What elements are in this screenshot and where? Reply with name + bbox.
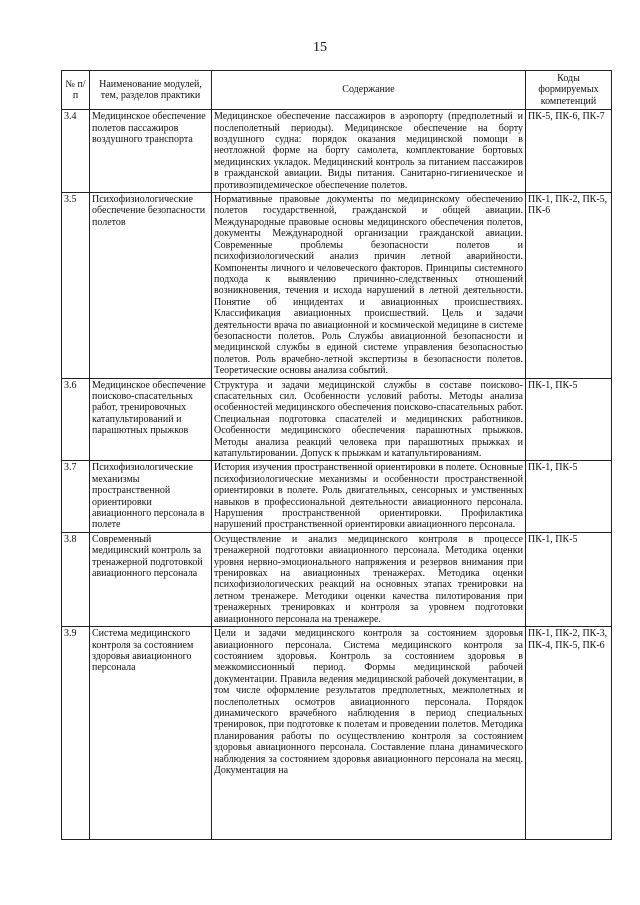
module-title: Медицинское обеспечение поисково-спасательных работ, тренировочных катапультирований и парашютных прыжков bbox=[90, 378, 212, 461]
row-number: 3.5 bbox=[62, 193, 90, 379]
row-number: 3.7 bbox=[62, 461, 90, 532]
page-number: 15 bbox=[313, 40, 327, 55]
module-content: Нормативные правовые документы по медицинскому обеспечению полетов государственной, гражданской и общей авиации. Международные правовые основы медицинского обеспечения полетов, документы Международной организации гражданской авиации. Современные проблемы безопасности полетов и психофизиологический анализ причин летной аварийности. Компоненты личного и человеческого факторов. Принципы системного подхода к выявлению причинно-следственных отношений возникновения, течения и исхода нарушений в летной деятельности. Понятие об инцидентах и авиационных происшествиях. Классификация авиационных происшествий. Цель и задачи деятельности врача по авиационной и космической медицине в системе безопасности полетов. Роль Службы авиационной безопасности и медицинской службы в единой системе управления безопасностью полетов. Роль врачебно-летной экспертизы в безопасности полетов. Теоретические основы анализа событий. bbox=[212, 193, 526, 379]
header-module: Наименование модулей, тем, разделов практики bbox=[90, 71, 212, 110]
header-content: Содержание bbox=[212, 71, 526, 110]
module-content: Структура и задачи медицинской службы в составе поисково-спасательных сил. Особенности условий работы. Методы анализа особенностей медицинского обеспечения поисково-спасательных работ. Специальная подготовка спасателей и медицинских работников. Особенности медицинского обеспечения парашютных прыжков. Методы анализа реакций человека при парашютных прыжках и катапультировании. Допуск к прыжкам и катапультированиям. bbox=[212, 378, 526, 461]
module-title: Психофизиологические механизмы пространственной ориентировки авиационного персонала в полете bbox=[90, 461, 212, 532]
competency-codes: ПК-1, ПК-5 bbox=[526, 461, 612, 532]
row-number: 3.6 bbox=[62, 378, 90, 461]
table-row bbox=[62, 532, 612, 626]
header-codes: Коды формируемых компетенций bbox=[526, 71, 612, 110]
table-row bbox=[62, 378, 612, 461]
competency-codes: ПК-1, ПК-5 bbox=[526, 378, 612, 461]
module-title: Психофизиологические обеспечение безопасности полетов bbox=[90, 193, 212, 379]
competency-codes: ПК-5, ПК-6, ПК-7 bbox=[526, 110, 612, 193]
row-number: 3.8 bbox=[62, 532, 90, 626]
table-row bbox=[62, 461, 612, 532]
curriculum-table bbox=[61, 70, 612, 840]
module-content: Медицинское обеспечение пассажиров в аэропорту (предполетный и послеполетный периоды). Медицинское обеспечение на борту воздушного судна: порядок оказания медицинской помощи в неотложной форме на борту самолета, комплектование бортовых медицинских укладок. Медицинский контроль за питанием пассажиров в гражданской авиации. Виды питания. Санитарно-гигиеническое и противоэпидемическое обеспечение полетов. bbox=[212, 110, 526, 193]
row-number: 3.9 bbox=[62, 627, 90, 840]
header-num: № п/п bbox=[62, 71, 90, 110]
row-number: 3.4 bbox=[62, 110, 90, 193]
competency-codes: ПК-1, ПК-2, ПК-5, ПК-6 bbox=[526, 193, 612, 379]
module-title: Медицинское обеспечение полетов пассажиров воздушного транспорта bbox=[90, 110, 212, 193]
module-content: Осуществление и анализ медицинского контроля в процессе тренажерной подготовки авиационного персонала. Методика оценки уровня нервно-эмоционального напряжения и резервов внимания при тренировках на авиационных тренажерах. Методика оценки психофизиологических реакций на основных этапах тренировки на летном тренажере. Методики оценки качества пилотирования при тренажерных тренировках и контроля за уровнем подготовки авиационного персонала на тренажере. bbox=[212, 532, 526, 626]
module-title: Система медицинского контроля за состоянием здоровья авиационного персонала bbox=[90, 627, 212, 840]
competency-codes: ПК-1, ПК-2, ПК-3, ПК-4, ПК-5, ПК-6 bbox=[526, 627, 612, 840]
table-row bbox=[62, 110, 612, 193]
module-content: История изучения пространственной ориентировки в полете. Основные психофизиологические механизмы и особенности пространственной ориентировки в полете. Роль двигательных, сенсорных и умственных навыков в профессиональной деятельности авиационного персонала. Нарушения пространственной ориентировки. Профилактика нарушений пространственной ориентировки авиационного персонала. bbox=[212, 461, 526, 532]
table-header-row bbox=[62, 71, 612, 110]
table-row bbox=[62, 627, 612, 840]
table-row bbox=[62, 193, 612, 379]
module-title: Современный медицинский контроль за тренажерной подготовкой авиационного персонала bbox=[90, 532, 212, 626]
competency-codes: ПК-1, ПК-5 bbox=[526, 532, 612, 626]
module-content: Цели и задачи медицинского контроля за состоянием здоровья авиационного персонала. Система медицинского контроля за состоянием здоровья. Контроль за состоянием здоровья в межкомиссионный период. Формы медицинской рабочей документации. Правила ведения медицинской рабочей документации, в том числе оформление результатов предполетных, межполетных и послеполетных осмотров авиационного персонала. Порядок динамического врачебного наблюдения в период специальных тренировок, при подготовке к полетам и проведении полетов. Методика планирования работы по осуществлению контроля за состоянием здоровья авиационного персонала. Составление плана динамического наблюдения за состоянием здоровья авиационного персонала на месяц. Документация на bbox=[212, 627, 526, 840]
